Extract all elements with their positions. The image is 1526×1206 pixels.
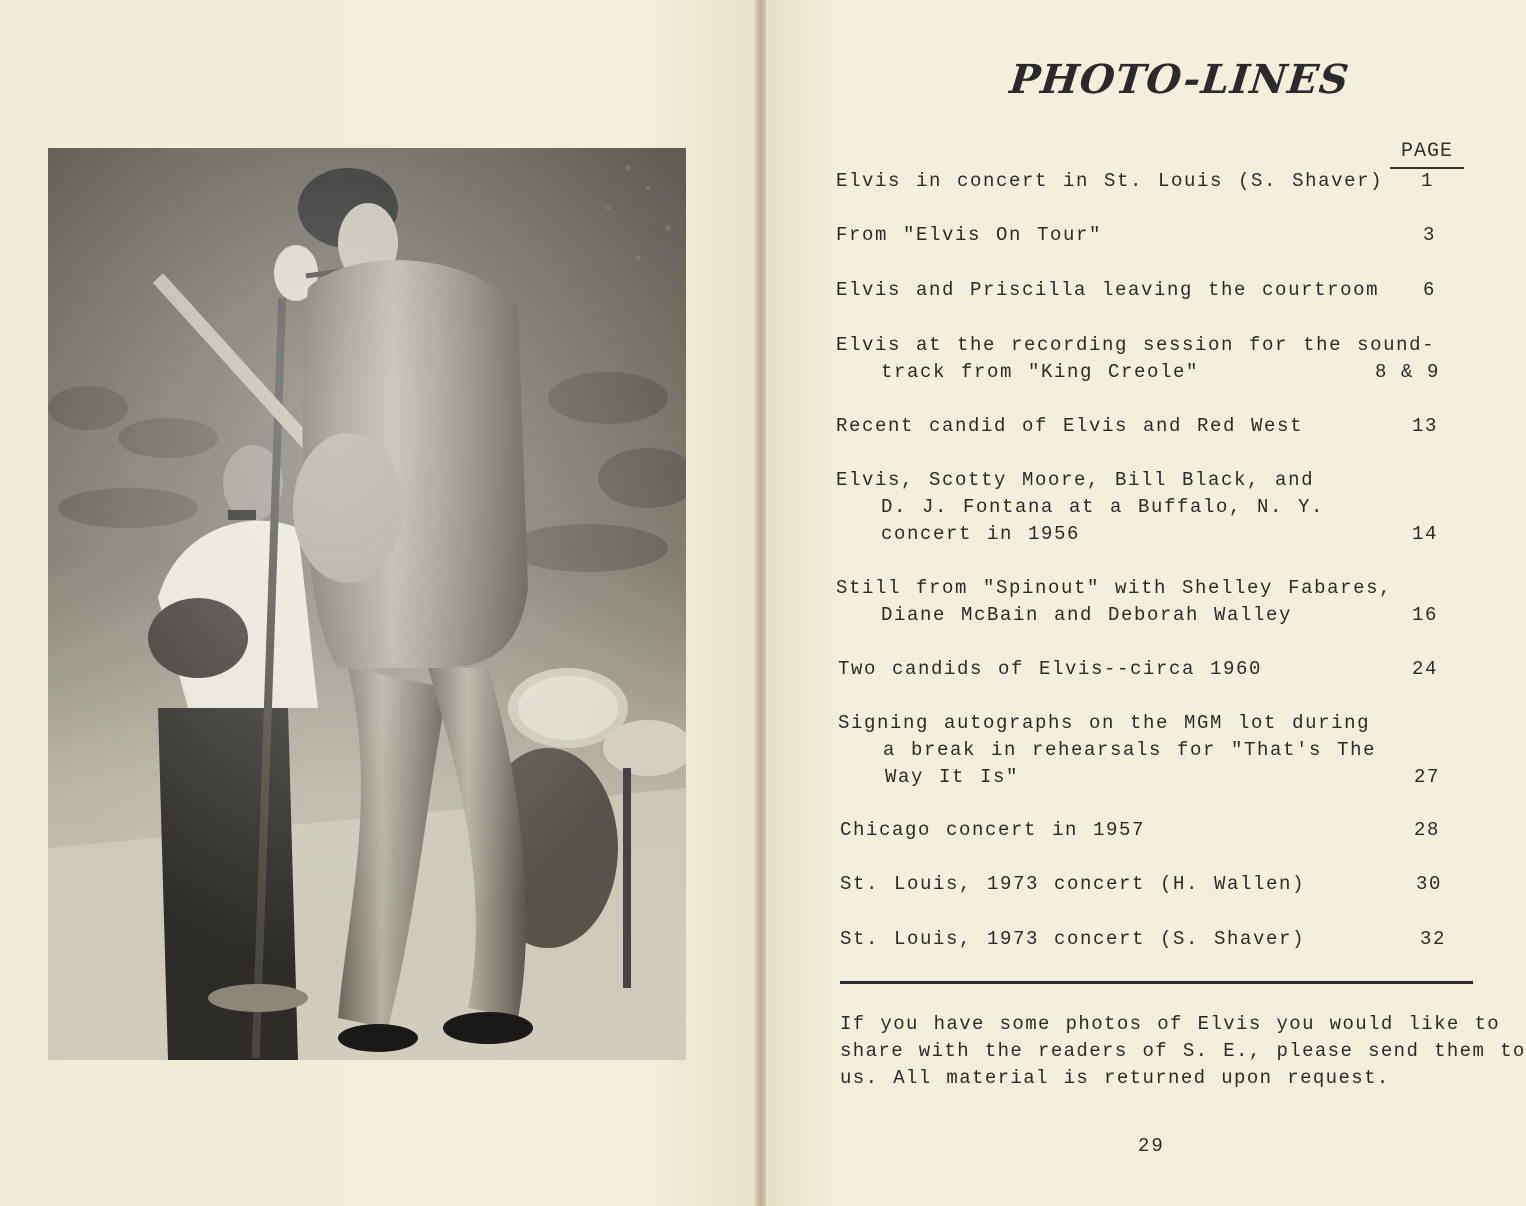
concert-photograph (48, 148, 686, 1060)
entry-11-page: 30 (1415, 873, 1442, 895)
entry-4-page: 8 & 9 (1374, 361, 1440, 383)
photograph-image (48, 148, 686, 1060)
entry-7-line-1: Still from "Spinout" with Shelley Fabares, (836, 577, 1393, 599)
entry-5-line-1: Recent candid of Elvis and Red West (836, 415, 1304, 437)
note-line-3: us. All material is returned upon request. (840, 1067, 1390, 1089)
entry-9-page: 27 (1413, 766, 1440, 788)
entry-9-line-3: Way It Is" (885, 766, 1020, 788)
entry-9-line-1: Signing autographs on the MGM lot during (838, 712, 1371, 734)
entry-7-line-2: Diane McBain and Deborah Walley (881, 604, 1293, 626)
entry-3-page: 6 (1422, 279, 1436, 301)
page-number: 29 (1138, 1135, 1165, 1157)
note-line-2: share with the readers of S. E., please send them to (840, 1040, 1526, 1062)
page-column-header: PAGE (1400, 140, 1453, 163)
entry-1-line-1: Elvis in concert in St. Louis (S. Shaver) (836, 170, 1384, 192)
entry-11-line-1: St. Louis, 1973 concert (H. Wallen) (840, 873, 1306, 895)
left-page (0, 0, 758, 1206)
entry-10-line-1: Chicago concert in 1957 (840, 819, 1146, 841)
entry-1-page: 1 (1420, 170, 1434, 192)
entry-10-page: 28 (1413, 819, 1440, 841)
entry-8-line-1: Two candids of Elvis--circa 1960 (838, 658, 1263, 680)
entry-12-page: 32 (1419, 928, 1446, 950)
entry-6-line-2: D. J. Fontana at a Buffalo, N. Y. (881, 496, 1325, 518)
entry-3-line-1: Elvis and Priscilla leaving the courtroom (836, 279, 1380, 301)
entry-12-line-1: St. Louis, 1973 concert (S. Shaver) (840, 928, 1306, 950)
entry-4-line-1: Elvis at the recording session for the sound- (836, 334, 1436, 356)
entry-5-page: 13 (1411, 415, 1438, 437)
entry-7-page: 16 (1411, 604, 1438, 626)
entry-8-page: 24 (1411, 658, 1438, 680)
note-line-1: If you have some photos of Elvis you would like to (840, 1013, 1501, 1035)
page-column-underline (1390, 167, 1464, 169)
entry-6-line-3: concert in 1956 (881, 523, 1081, 545)
entry-2-page: 3 (1422, 224, 1436, 246)
entry-9-line-2: a break in rehearsals for "That's The (883, 739, 1377, 761)
page-title: PHOTO-LINES (1007, 56, 1352, 103)
entry-2-line-1: From "Elvis On Tour" (836, 224, 1103, 246)
section-divider (840, 981, 1473, 984)
entry-4-line-2: track from "King Creole" (881, 361, 1200, 383)
entry-6-page: 14 (1411, 523, 1438, 545)
entry-6-line-1: Elvis, Scotty Moore, Bill Black, and (836, 469, 1315, 491)
